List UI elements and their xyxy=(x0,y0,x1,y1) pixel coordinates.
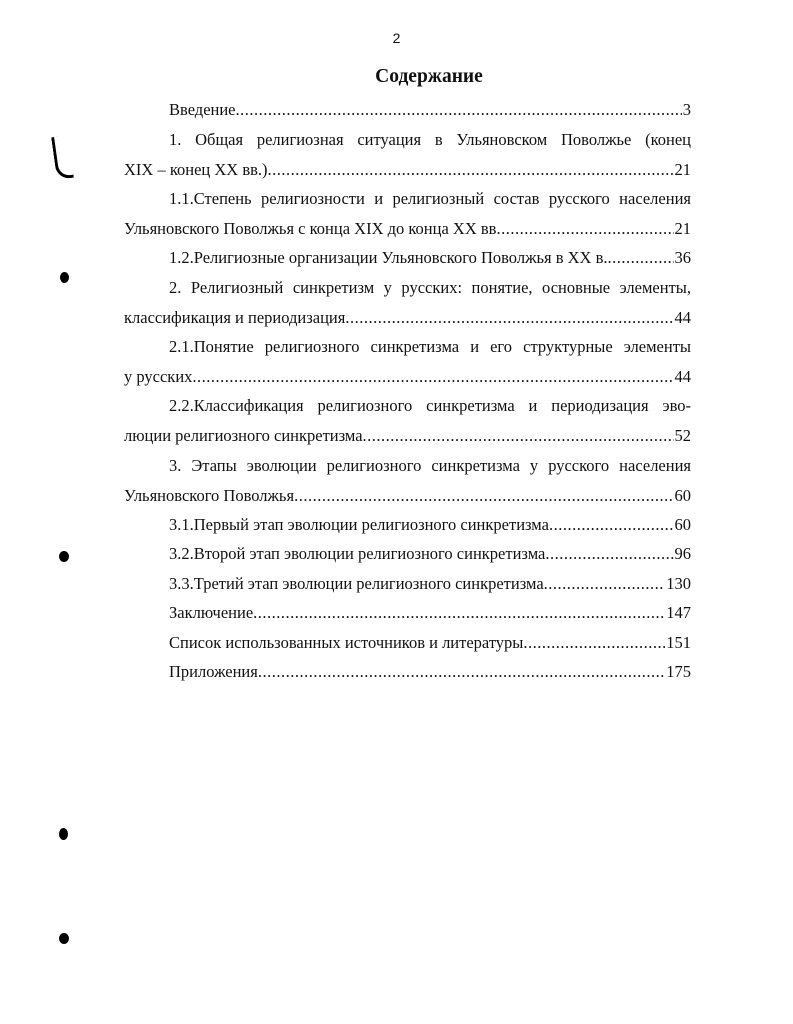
page-number: 2 xyxy=(392,30,401,46)
toc-page-number: 175 xyxy=(666,662,691,681)
toc-leader-dots xyxy=(608,248,674,268)
toc-entry-title: 2. Религиозный синкретизм у русских: понятие, основные элементы, xyxy=(169,278,691,297)
toc-entry-title: Заключение xyxy=(169,603,254,622)
toc-leader-dots xyxy=(363,426,674,446)
toc-entry-chapter-2[interactable] xyxy=(124,278,691,337)
toc-entry-section-1-1[interactable] xyxy=(124,189,691,248)
toc-leader-dots xyxy=(268,160,674,180)
toc-page-number: 130 xyxy=(666,574,691,593)
scan-mark-dot xyxy=(59,933,69,944)
toc-page-number: 36 xyxy=(674,248,691,267)
toc-entry-chapter-1[interactable] xyxy=(124,130,691,189)
toc-entry-introduction[interactable] xyxy=(124,100,691,130)
toc-entry-title: Ульяновского Поволжья xyxy=(124,485,295,505)
toc-entry-title: XIX – конец XX вв.) xyxy=(124,159,268,179)
toc-entry-title: 1. Общая религиозная ситуация в Ульяновском Поволжье (конец xyxy=(169,130,691,149)
toc-leader-dots xyxy=(345,308,673,328)
toc-entry-conclusion[interactable] xyxy=(124,603,691,633)
toc-page-number: 147 xyxy=(666,603,691,622)
toc-entry-title: 3. Этапы эволюции религиозного синкретизма у русского населения xyxy=(169,456,691,475)
toc-entry-appendices[interactable] xyxy=(124,662,691,692)
toc-entry-title: Ульяновского Поволжья с конца XIX до конца XX вв xyxy=(124,218,497,238)
toc-entry-section-3-1[interactable] xyxy=(124,515,691,545)
toc-leader-dots xyxy=(545,544,673,564)
toc-leader-dots xyxy=(192,367,673,387)
toc-entry-sources[interactable] xyxy=(124,633,691,663)
toc-entry-section-2-2[interactable] xyxy=(124,396,691,455)
toc-leader-dots xyxy=(253,603,665,623)
toc-entry-title: Приложения xyxy=(169,662,258,681)
toc-leader-dots xyxy=(523,633,665,653)
scan-mark-bracket xyxy=(51,135,74,180)
toc-entry-title: классификация и периодизация xyxy=(124,307,346,327)
toc-entry-title: 3.1.Первый этап эволюции религиозного синкретизма xyxy=(169,515,549,534)
scan-mark-dot xyxy=(59,828,68,840)
toc-leader-dots xyxy=(236,100,682,120)
toc-entry-section-1-2[interactable] xyxy=(124,248,691,278)
toc-entry-title: Введение xyxy=(169,100,236,119)
toc-leader-dots xyxy=(294,486,673,506)
toc-entry-title: 3.3.Третий этап эволюции религиозного синкретизма xyxy=(169,574,544,593)
toc-leader-dots xyxy=(496,219,673,239)
toc-page-number: 44 xyxy=(674,366,691,386)
toc-page-number: 21 xyxy=(674,218,691,238)
toc-page-number: 96 xyxy=(674,544,691,563)
toc-entry-title: 2.2.Классификация религиозного синкретизма и периодизация эво- xyxy=(169,396,691,415)
toc-leader-dots xyxy=(258,662,665,682)
toc-page-number: 3 xyxy=(682,100,691,119)
toc-page-number: 60 xyxy=(674,485,691,505)
toc-entry-title: у русских xyxy=(124,366,193,386)
toc-entry-section-3-2[interactable] xyxy=(124,544,691,574)
toc-entry-title: 2.1.Понятие религиозного синкретизма и его структурные элементы xyxy=(169,337,691,356)
toc-entry-title: Список использованных источников и литературы xyxy=(169,633,524,652)
toc-entry-section-3-3[interactable] xyxy=(124,574,691,604)
toc-leader-dots xyxy=(549,515,674,535)
scan-mark-dot xyxy=(60,272,69,283)
toc-leader-dots xyxy=(544,574,666,594)
toc-page-number: 151 xyxy=(666,633,691,652)
toc-entry-section-2-1[interactable] xyxy=(124,337,691,396)
toc-page-number: 52 xyxy=(674,425,691,445)
toc-page-number: 60 xyxy=(674,515,691,534)
toc-page-number: 44 xyxy=(674,307,691,327)
scan-mark-dot xyxy=(59,551,69,562)
page-title: Содержание xyxy=(375,66,483,87)
toc-entry-title: 1.1.Степень религиозности и религиозный состав русского населения xyxy=(169,189,691,208)
toc-entry-title: люции религиозного синкретизма xyxy=(124,425,363,445)
toc-page-number: 21 xyxy=(674,159,691,179)
toc-entry-title: 3.2.Второй этап эволюции религиозного синкретизма xyxy=(169,544,546,563)
toc-entry-title: 1.2.Религиозные организации Ульяновского Поволжья в XX в. xyxy=(169,248,608,267)
toc-entry-chapter-3[interactable] xyxy=(124,456,691,515)
